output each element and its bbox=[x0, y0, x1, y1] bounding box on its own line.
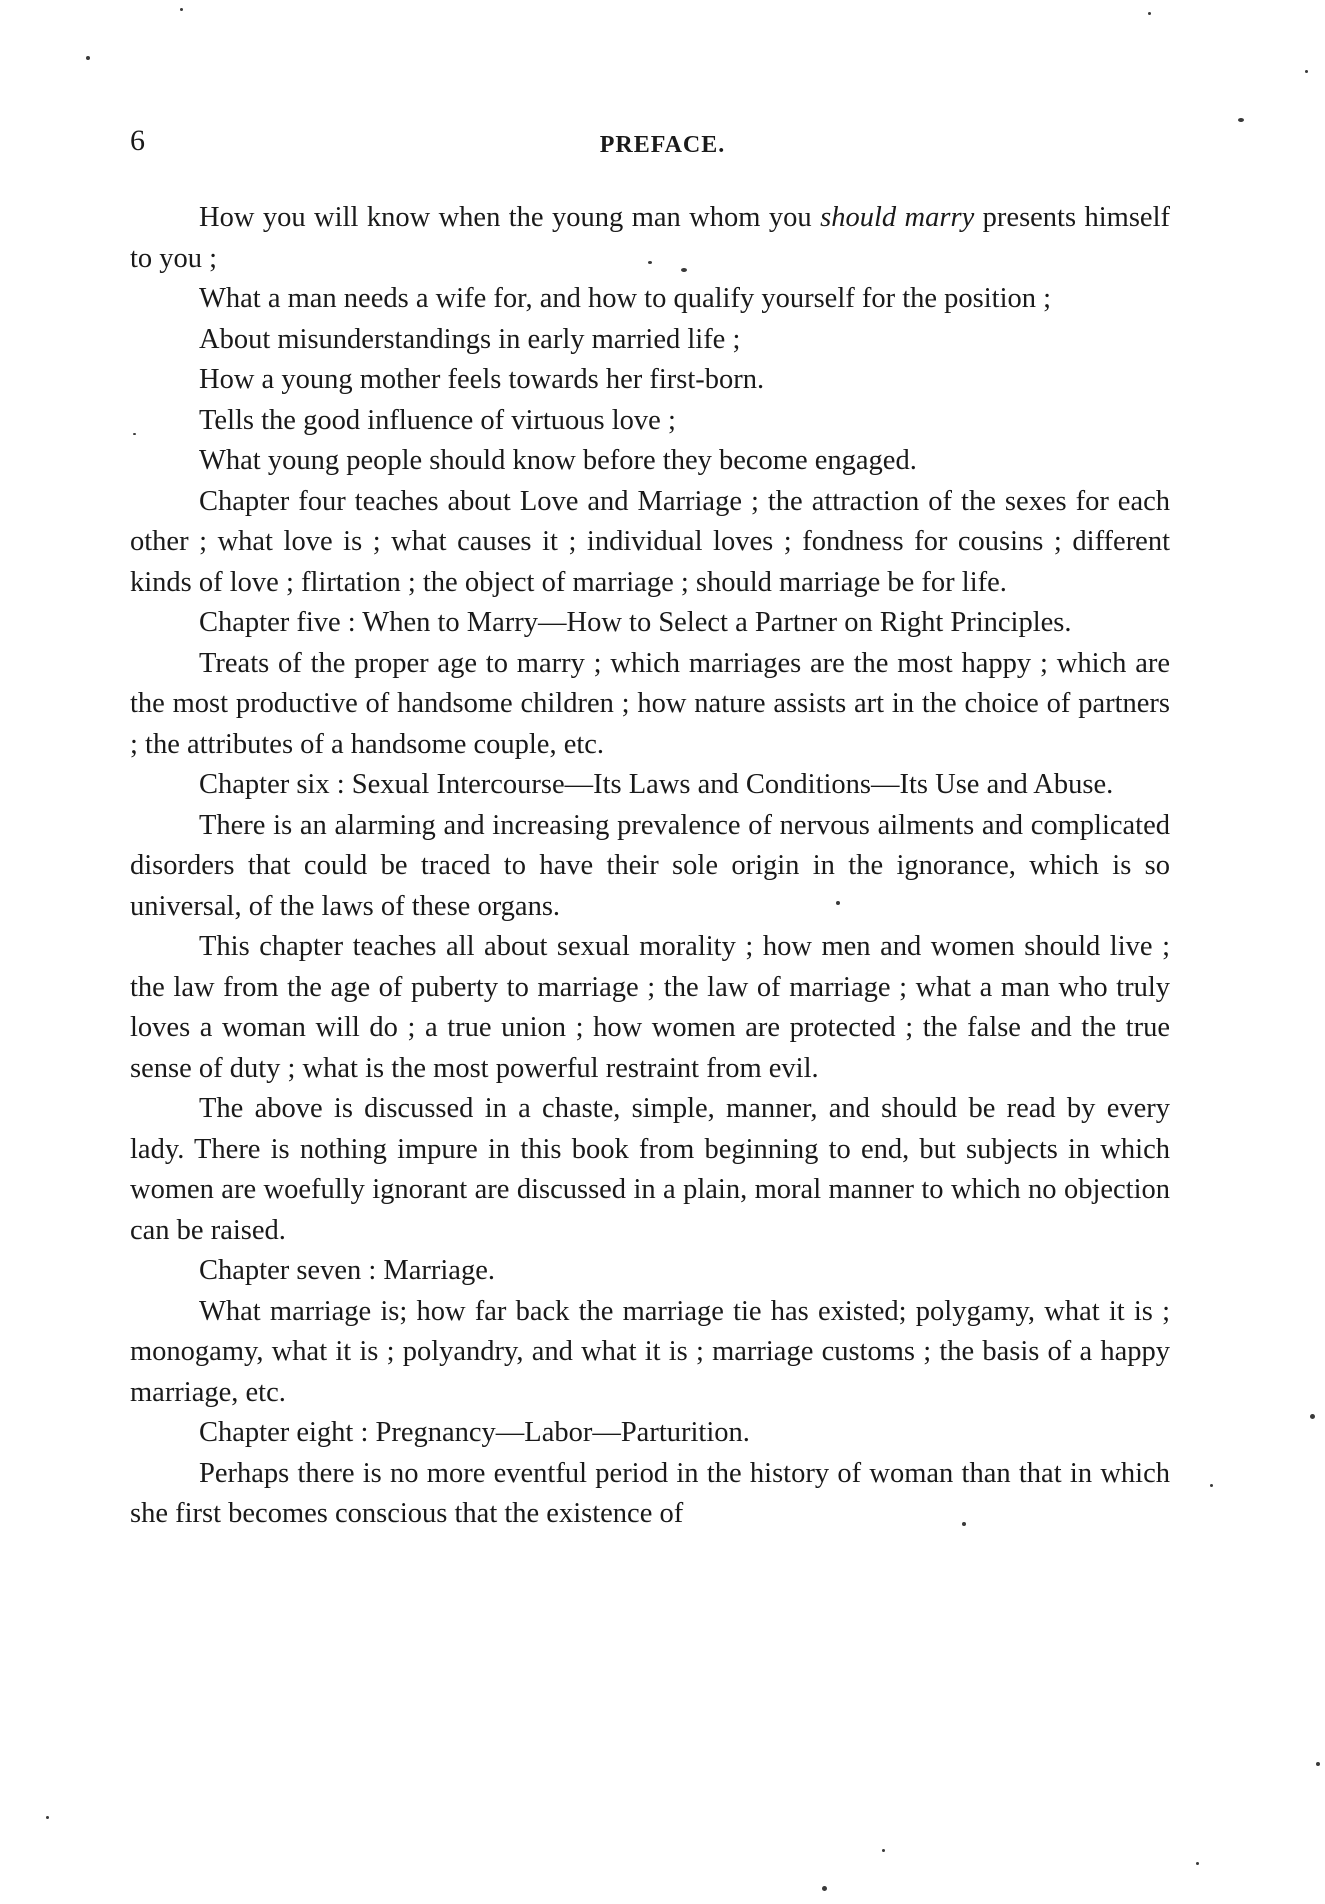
scan-speck bbox=[1310, 1414, 1315, 1419]
paragraph: What young people should know before they become engaged. bbox=[199, 445, 917, 476]
scan-speck bbox=[86, 56, 90, 60]
paragraph bbox=[130, 198, 1170, 279]
paragraph: The above is discussed in a chaste, simple, manner, and should be read by every lady. There is nothing impure in this book from beginning to end, but subjects in which women are woefully ignorant are discussed in a plain, moral manner to which no objection can be raised. bbox=[130, 1093, 1170, 1246]
paragraph-text: presents himself to you ; bbox=[130, 202, 1170, 274]
scan-speck bbox=[1305, 70, 1308, 73]
paragraph: How a young mother feels towards her first-born. bbox=[199, 364, 765, 395]
paragraph: Perhaps there is no more eventful period in the history of woman than that in which she first becomes conscious that the existence of bbox=[130, 1457, 1170, 1529]
paragraph: Treats of the proper age to marry ; which marriages are the most happy ; which are the most productive of handsome children ; how nature assists art in the choice of partners ; the attributes of a handsome couple, etc. bbox=[130, 647, 1170, 760]
scan-speck bbox=[1238, 118, 1244, 122]
paragraph-text: How you will know when the young man whom you bbox=[199, 202, 821, 233]
paragraph: About misunderstandings in early married life ; bbox=[199, 323, 741, 355]
paragraph: This chapter teaches all about sexual morality ; how men and women should live ; the law from the age of puberty to marriage ; the law of marriage ; what a man who truly loves a woman will do ; a true union ; how women are protected ; the false and the true sense of duty ; what is the most powerful restraint from evil. bbox=[130, 931, 1170, 1084]
paragraph: Chapter seven : Marriage. bbox=[199, 1255, 495, 1286]
scan-speck bbox=[648, 261, 652, 264]
scan-speck bbox=[1210, 1484, 1213, 1487]
body-text bbox=[130, 198, 1170, 1535]
paragraph: Chapter four teaches about Love and Marriage ; the attraction of the sexes for each other ; what love is ; what causes it ; individual loves ; fondness for cousins ; different kinds of love ; flirtation ; the object of marriage ; should marriage be for life. bbox=[130, 485, 1170, 598]
scan-speck bbox=[822, 1886, 827, 1891]
scan-speck bbox=[1148, 12, 1151, 15]
scan-speck bbox=[962, 1522, 966, 1526]
scan-speck bbox=[133, 433, 136, 435]
paragraph: There is an alarming and increasing prevalence of nervous ailments and complicated disorders that could be traced to have their sole origin in the ignorance, which is so universal, of the laws of these organs. bbox=[130, 809, 1170, 922]
scan-speck bbox=[681, 268, 687, 272]
running-title: PREFACE. bbox=[599, 132, 726, 158]
scan-speck bbox=[1196, 1862, 1199, 1865]
scan-speck bbox=[180, 8, 183, 11]
scan-speck bbox=[882, 1849, 885, 1852]
paragraph: What a man needs a wife for, and how to qualify yourself for the position ; bbox=[199, 283, 1052, 314]
scan-speck bbox=[1316, 1762, 1320, 1766]
paragraph: Tells the good influence of virtuous love ; bbox=[199, 404, 676, 436]
scan-speck bbox=[836, 901, 840, 905]
scan-speck bbox=[46, 1816, 49, 1819]
emphasis-text: should marry bbox=[820, 202, 975, 233]
paragraph: Chapter five : When to Marry—How to Select a Partner on Right Principles. bbox=[199, 607, 1072, 638]
page-number: 6 bbox=[130, 124, 145, 157]
paragraph: Chapter eight : Pregnancy—Labor—Parturition. bbox=[199, 1417, 750, 1448]
paragraph: Chapter six : Sexual Intercourse—Its Laws and Conditions—Its Use and Abuse. bbox=[199, 769, 1114, 800]
paragraph: What marriage is; how far back the marriage tie has existed; polygamy, what it is ; monogamy, what it is ; polyandry, and what it is ; marriage customs ; the basis of a happy marriage, etc. bbox=[130, 1295, 1170, 1408]
